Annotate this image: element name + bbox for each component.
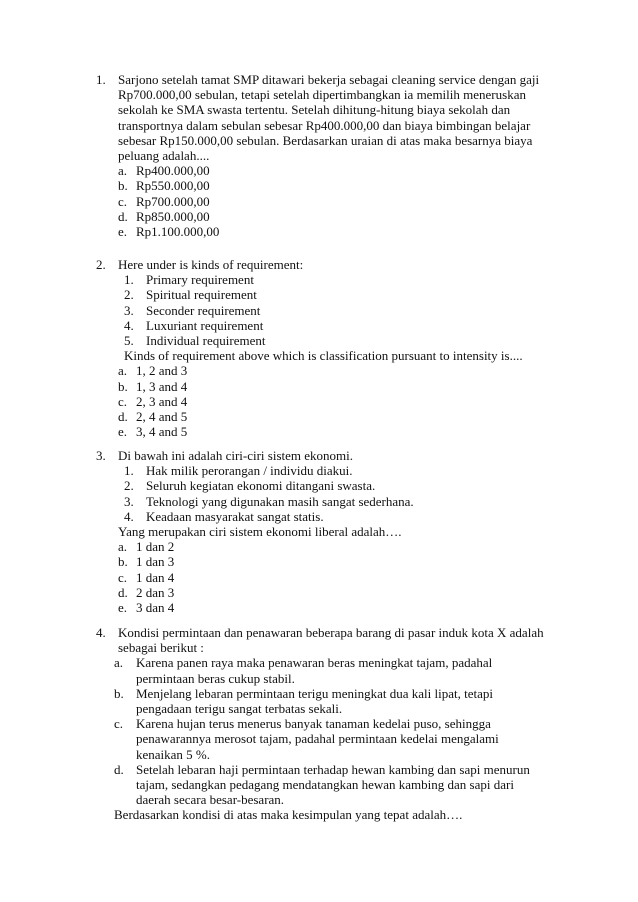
item-line: penawarannya merosot tajam, padahal permintaan kedelai mengalami (136, 731, 499, 747)
stem-line: transportnya dalam sebulan sebesar Rp400.000,00 dan biaya bimbingan belajar (118, 117, 531, 133)
item-text: Keadaan masyarakat sangat statis. (146, 508, 324, 524)
question-4 (96, 625, 544, 823)
option-text: 1 dan 2 (136, 539, 175, 555)
question-number: 3. (96, 448, 106, 463)
item-label: 4. (124, 508, 134, 524)
list-item (124, 303, 544, 318)
answer-option (118, 600, 544, 615)
item-line: kenaikan 5 %. (136, 746, 211, 762)
question-number: 4. (96, 625, 106, 640)
question-stem (118, 625, 544, 655)
option-text: Rp700.000,00 (136, 193, 210, 209)
option-label: c. (118, 193, 128, 209)
stem-line: Kondisi permintaan dan penawaran beberapa barang di pasar induk kota X adalah (118, 625, 544, 640)
list-item (124, 494, 544, 509)
answer-option (118, 585, 544, 600)
question-2 (96, 257, 544, 439)
question-stem: Di bawah ini adalah ciri-ciri sistem ekonomi. (118, 448, 354, 463)
option-text: 3, 4 and 5 (136, 424, 188, 440)
option-text: 1 dan 3 (136, 554, 175, 570)
answer-option (118, 554, 544, 569)
item-label: d. (114, 761, 124, 777)
option-label: e. (118, 424, 128, 440)
stem-line: sekolah ke SMA swasta tertentu. Setelah dihitung-hitung biaya sekolah dan (118, 102, 511, 118)
item-label: 2. (124, 287, 134, 303)
answer-option (118, 539, 544, 554)
list-item (124, 478, 544, 493)
question-number: 1. (96, 72, 106, 87)
list-item (124, 287, 544, 302)
item-label: 1. (124, 272, 134, 288)
option-text: Rp550.000,00 (136, 178, 210, 194)
question-text: Kinds of requirement above which is classification pursuant to intensity is.... (124, 348, 523, 364)
stem-line: sebesar Rp150.000,00 sebulan. Berdasarkan uraian di atas maka besarnya biaya (118, 132, 533, 148)
item-text: Primary requirement (146, 272, 254, 288)
answer-option (118, 363, 544, 378)
question-stem: Here under is kinds of requirement: (118, 257, 304, 272)
list-item (114, 686, 544, 716)
item-text: Teknologi yang digunakan masih sangat sederhana. (146, 493, 414, 509)
question-stem (118, 72, 544, 163)
item-text: Spiritual requirement (146, 287, 257, 303)
option-text: 2, 3 and 4 (136, 393, 188, 409)
list-item (124, 509, 544, 524)
option-text: 1 dan 4 (136, 569, 175, 585)
item-text: Seconder requirement (146, 302, 261, 318)
option-text: 1, 2 and 3 (136, 363, 188, 379)
question-1 (96, 72, 544, 239)
item-label: 3. (124, 302, 134, 318)
answer-option (118, 570, 544, 585)
stem-line: Rp700.000,00 sebulan, tetapi setelah dipertimbangkan ia memilih meneruskan (118, 87, 526, 103)
option-text: 3 dan 4 (136, 600, 175, 616)
option-label: b. (118, 178, 128, 194)
option-label: c. (118, 569, 128, 585)
question-text: Berdasarkan kondisi di atas maka kesimpulan yang tepat adalah…. (114, 807, 463, 823)
item-text: Seluruh kegiatan ekonomi ditangani swasta. (146, 478, 376, 494)
option-text: 2, 4 and 5 (136, 409, 188, 425)
option-label: b. (118, 554, 128, 570)
question-number: 2. (96, 257, 106, 272)
option-text: 2 dan 3 (136, 584, 175, 600)
option-label: e. (118, 600, 128, 616)
option-label: e. (118, 224, 128, 240)
list-item (114, 762, 544, 808)
item-label: a. (114, 655, 124, 671)
option-text: Rp400.000,00 (136, 163, 210, 179)
question-3 (96, 448, 544, 615)
item-label: 5. (124, 333, 134, 349)
option-label: a. (118, 363, 128, 379)
item-line: pengadaan terigu sangat terbatas sekali. (136, 701, 343, 717)
item-line: daerah secara besar-besaran. (136, 792, 285, 808)
option-text: 1, 3 and 4 (136, 378, 188, 394)
answer-option (118, 424, 544, 439)
option-label: a. (118, 539, 128, 555)
stem-line: Sarjono setelah tamat SMP ditawari bekerja sebagai cleaning service dengan gaji (118, 72, 540, 87)
option-label: a. (118, 163, 128, 179)
item-text: Luxuriant requirement (146, 317, 264, 333)
option-label: b. (118, 378, 128, 394)
item-text: Individual requirement (146, 333, 266, 349)
item-line: Karena hujan terus menerus banyak tanaman kedelai puso, sehingga (136, 716, 491, 732)
item-line: Setelah lebaran haji permintaan terhadap hewan kambing dan sapi menurun (136, 761, 530, 777)
option-text: Rp850.000,00 (136, 208, 210, 224)
option-text: Rp1.100.000,00 (136, 224, 220, 240)
stem-line: peluang adalah.... (118, 148, 210, 164)
list-item (124, 272, 544, 287)
answer-option (118, 394, 544, 409)
option-label: d. (118, 208, 128, 224)
item-line: permintaan beras cukup stabil. (136, 670, 295, 686)
item-label: 1. (124, 463, 134, 479)
stem-line: sebagai berikut : (118, 640, 204, 656)
answer-option (118, 163, 544, 178)
answer-option (118, 178, 544, 193)
list-item (114, 716, 544, 762)
item-label: 3. (124, 493, 134, 509)
item-line: tajam, sedangkan pedagang mendatangkan hewan kambing dan sapi dari (136, 777, 514, 793)
list-item (124, 318, 544, 333)
item-line: Menjelang lebaran permintaan terigu meningkat dua kali lipat, tetapi (136, 685, 494, 701)
answer-option (118, 224, 544, 239)
answer-option (118, 209, 544, 224)
option-label: d. (118, 409, 128, 425)
list-item (124, 333, 544, 348)
list-item (114, 655, 544, 685)
item-line: Karena panen raya maka penawaran beras meningkat tajam, padahal (136, 655, 493, 671)
item-label: c. (114, 716, 124, 732)
answer-option (118, 379, 544, 394)
option-label: d. (118, 584, 128, 600)
answer-option (118, 194, 544, 209)
item-label: 2. (124, 478, 134, 494)
item-label: 4. (124, 317, 134, 333)
item-label: b. (114, 685, 124, 701)
question-text: Yang merupakan ciri sistem ekonomi liberal adalah…. (118, 524, 402, 540)
item-text: Hak milik perorangan / individu diakui. (146, 463, 353, 479)
answer-option (118, 409, 544, 424)
list-item (124, 463, 544, 478)
option-label: c. (118, 393, 128, 409)
